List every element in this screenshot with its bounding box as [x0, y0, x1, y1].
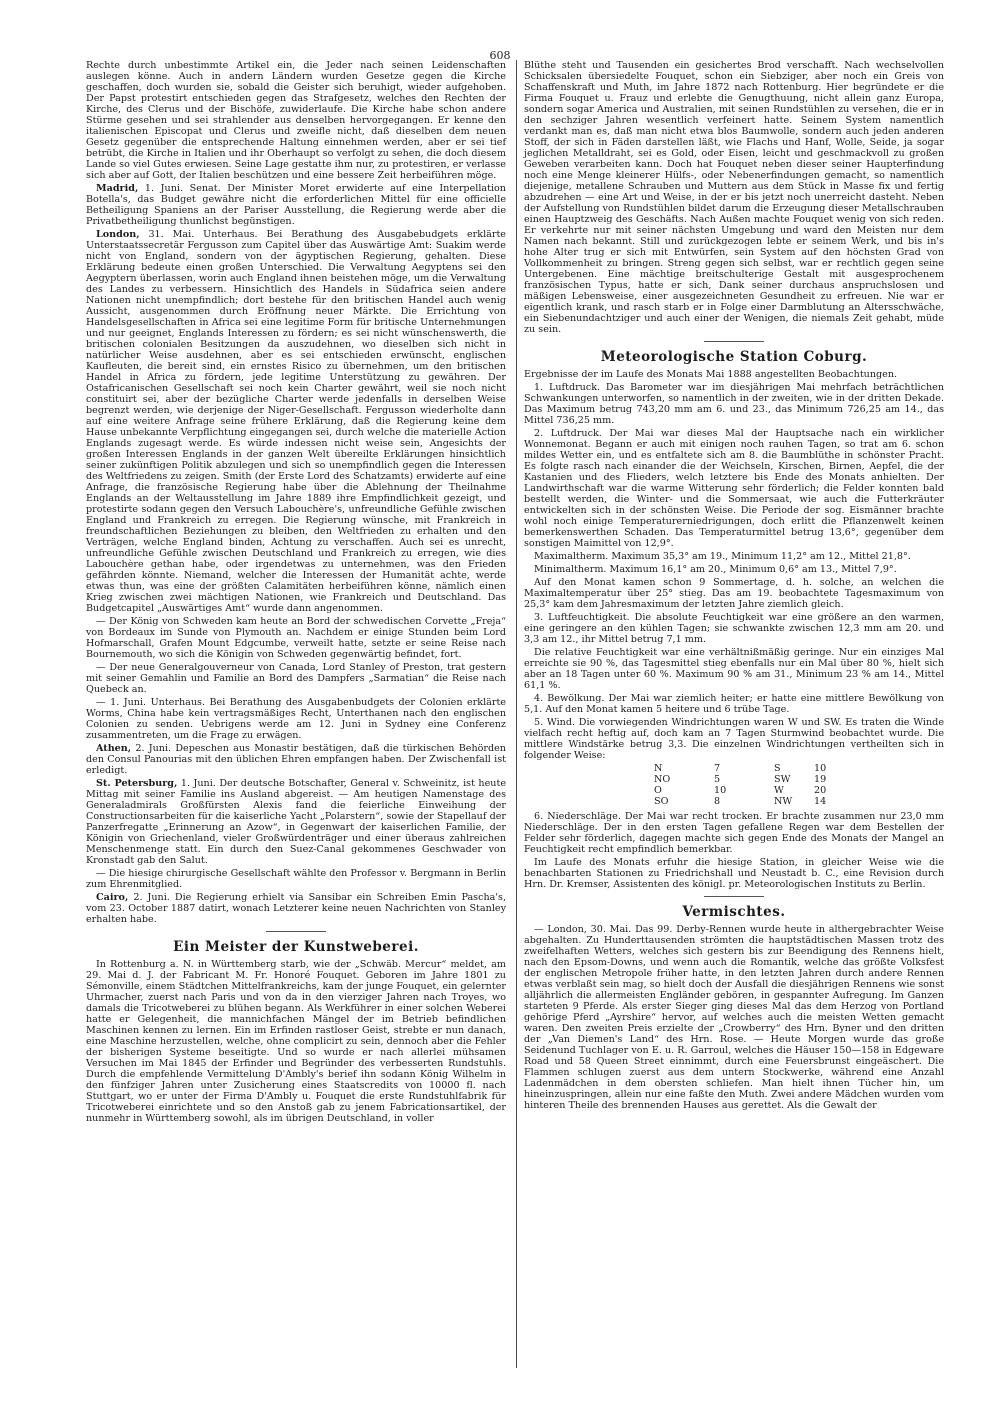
heading-meister-kunstweberei: Ein Meister der Kunstweberei. [173, 939, 419, 955]
met-sommertage: Auf den Monat kamen schon 9 Sommertage, d. h. solche, an welchen die Maximaltemperatur über 25° stieg. Das am 19. beobachtete Tagesmaximum von 25,3° kam dem Jahresmaximum der letzten Jahre ziemlich gleich. [524, 577, 944, 610]
wind-count: 7 [714, 763, 721, 774]
news-athen [86, 743, 506, 776]
news-canada: — Der neue Generalgouverneur von Canada, Lord Stanley of Preston, trat gestern mit seiner Gemahlin und Familie an Bord des Dampfers „Sarmatian“ die Reise nach Quebeck an. [86, 662, 506, 695]
news-stpetersburg [86, 778, 506, 866]
wind-dir: NW [774, 796, 793, 807]
wind-table [654, 763, 944, 807]
section-divider [704, 341, 764, 342]
right-column [524, 60, 944, 1113]
news-unterhaus: — 1. Juni. Unterhaus. Bei Berathung des Ausgabenbudgets der Colonien erklärte Worms, China habe kein vertragsmäßiges Recht, Unterthanen nach den englischen Colonien zu senden. Uebrigens werde am 12. Juni in Sydney eine Conferenz zusammentreten, um die Frage zu erwägen. [86, 697, 506, 741]
section-divider [704, 896, 764, 897]
news-london-body: 31. Mai. Unterhaus. Bei Berathung des Ausgabebudgets erklärte Unterstaatssecretär Fergusson zum Capitel über das Auswärtige Amt: Suakim werde nicht von England, sondern von der ägyptischen Regierung, gehalten. Diese Erklärung bedeute einen großen Unterschied. Die Verwaltung Aegyptens sei den Aegyptern überlassen, worin auch England ihnen beistehen möge, um die Verwaltung des Landes zu verbessern. Hinsichtlich des Handels in Südafrica seien andere Nationen nicht unempfindlich; dort bestehe für den britischen Handel auch wenig Aussicht, ausgenommen durch Eröffnung neuer Märkte. Die Errichtung von Handelsgesellschaften in Africa sei eine legitime Form für britische Unternehmungen und nur geeignet, Englands Interessen zu fördern; es sei nicht wünschenswerth, die britischen colonialen Besitzungen da auszudehnen, wo dieselben sich nicht in natürlicher Weise ausdehnen, aber es sei entschieden erwünscht, englischen Kaufleuten, die bereit sind, ein ernstes Risico zu übernehmen, um den britischen Handel in Africa zu fördern, jede legitime Unterstützung zu gewähren. Der Ostafricanischen Gesellschaft sei noch kein Charter gewährt, weil sie noch nicht constituirt sei, aber der bezügliche Charter werde jedenfalls in derselben Weise begrenzt werden, wie derjenige der Niger-Gesellschaft. Fergusson wiederholte dann auf eine weitere Anfrage seine frühere Erklärung, daß die Regierung keine dem Hause unbekannte Verpflichtung eingegangen sei, durch welche die materielle Action Englands zugesagt werde. Es würde indessen nicht weise sein, Angesichts der großen Interessen Englands in der ganzen Welt übereilte Erklärungen hinsichtlich seiner zukünftigen Politik abzulegen und sich so unempfindlich gegen die Interessen des Weltfriedens zu zeigen. Smith (der Erste Lord des Schatzamts) erwiderte auf eine Anfrage, die französische Regierung habe über die Ablehnung der Theilnahme Englands an der Weltausstellung im Jahre 1889 ihre Empfindlichkeit gezeigt, und protestirte sodann gegen den Versuch Labouchère's, unfreundliche Gefühle zwischen England und Frankreich zu erregen. Die Regierung wünsche, mit Frankreich in freundschaftlichen Beziehungen zu bleiben, den Weltfrieden zu erhalten und den Verträgen, welche England binden, Achtung zu verschaffen. Auch sei es unrecht, unfreundliche Gefühle zwischen Deutschland und Frankreich zu erregen, wie dies Labouchère gethan habe, oder irgendetwas zu unternehmen, was den Frieden gefährden könnte. Niemand, welcher die Interessen der Humanität achte, werde etwas thun, was eine der größten Calamitäten herbeiführen könne, nämlich einen Krieg zwischen zwei mächtigen Nationen, wie Frankreich und Deutschland. Das Budgetcapitel „Auswärtiges Amt“ wurde dann angenommen. [86, 229, 506, 614]
article-meister-kunstweberei: In Rottenburg a. N. in Württemberg starb, wie der „Schwäb. Mercur“ meldet, am 29. Mai d. J. der Fabricant M. Fr. Honoré Fouquet. Geboren im Jahre 1801 zu Sémonville, einem Städtchen Mittelfrankreichs, kam der junge Fouquet, ein gelernter Uhrmacher, zuerst nach Paris und von da in den vierziger Jahren nach Troyes, wo damals die Tricotweberei zu blühen begann. Als Werkführer in einer solchen Weberei hatte er Gelegenheit, die mannichfachen Mängel der im Betrieb befindlichen Maschinen kennen zu lernen. Ein im Erfinden rastloser Geist, strebte er nun danach, eine Maschine herzustellen, welche, ohne complicirt zu sein, dennoch aber die Fehler der bisherigen Systeme beseitigte. Und so wurde er nach allerlei mühsamen Versuchen im Mai 1845 der Erfinder und Begründer des verbesserten Rundstuhls. Durch die empfehlende Vermittelung D'Ambly's berief ihn sodann König Wilhelm in den fünfziger Jahren unter Zusicherung eines Staatscredits von 10000 fl. nach Stuttgart, wo er unter der Firma D'Ambly u. Fouquet die erste Rundstuhlfabrik für Tricotweberei einrichtete und so den Anstoß gab zu jenem Fabricationsartikel, der nunmehr in Württemberg sowohl, als im übrigen Deutschland, in voller [86, 959, 506, 1124]
met-luftfeuchtigkeit: 3. Luftfeuchtigkeit. Die absolute Feuchtigkeit war eine größere an den warmen, eine geringere an den kühlen Tagen; sie schwankte zwischen 12,3 mm am 20. und 3,3 am 12., ihr Mittel betrug 7,1 mm. [524, 612, 944, 645]
news-schweden: — Der König von Schweden kam heute an Bord der schwedischen Corvette „Freja“ von Bordeaux im Sunde von Plymouth an. Nachdem er einige Stunden beim Lord Hofmarschall, Grafen Mount Edgcumbe, verweilt hatte, setzte er seine Reise nach Bournemouth, wo sich die Königin von Schweden gegenwärtig befindet, fort. [86, 616, 506, 660]
wind-count: 5 [714, 774, 721, 785]
wind-dir: O [654, 785, 662, 796]
heading-meteorologische-station: Meteorologische Station Coburg. [600, 349, 868, 365]
met-relative-feuchtigkeit: Die relative Feuchtigkeit war eine verhältnißmäßig geringe. Nur ein einziges Mal erreichte sie 90 %, das Tagesmittel stieg ebenfalls nur ein Mal über 80 %, hielt sich aber an 18 Tagen unter 60 %. Maximum 90 % am 31., Minimum 23 % am 14., Mittel 61,1 %. [524, 647, 944, 691]
met-luftdruck: 1. Luftdruck. Das Barometer war im diesjährigen Mai mehrfach beträchtlichen Schwankungen unterworfen, so namentlich in der zweiten, wie in der dritten Dekade. Das Maximum betrug 743,20 mm am 6. und 23., das Minimum 726,25 am 14., das Mittel 736,25 mm. [524, 382, 944, 426]
wind-dir: N [654, 763, 663, 774]
wind-count: 10 [814, 763, 827, 774]
wind-count: 10 [714, 785, 727, 796]
page-number: 608 [489, 49, 511, 62]
dateline-stpetersburg: St. Petersburg, [96, 778, 178, 789]
met-minimaltherm: Minimaltherm. Maximum 16,1° am 20., Minimum 0,6° am 13., Mittel 7,9°. [534, 564, 897, 575]
met-revision: Im Laufe des Monats erfuhr die hiesige Station, in gleicher Weise wie die benachbarten Stationen zu Friedrichshall und Neustadt b. C., eine Revision durch Hrn. Dr. Kremser, Assistenten des königl. pr. Meteorologischen Instituts zu Berlin. [524, 857, 944, 890]
news-cairo [86, 892, 506, 925]
met-bewoelkung: 4. Bewölkung. Der Mai war ziemlich heiter; er hatte eine mittlere Bewölkung von 5,1. Auf den Monat kamen 5 heitere und 6 trübe Tage. [524, 693, 944, 715]
column-rule [516, 60, 517, 1368]
section-divider [266, 931, 326, 932]
news-athen-body: 2. Juni. Depeschen aus Monastir bestätigen, daß die türkischen Behörden den Consul Panourias mit den üblichen Ehren empfangen haben. Der Zwischenfall ist erledigt. [86, 743, 506, 776]
news-madrid [86, 183, 506, 227]
wind-count: 14 [814, 796, 827, 807]
met-wind: 5. Wind. Die vorwiegenden Windrichtungen waren W und SW. Es traten die Winde vielfach recht heftig auf, doch kam an 7 Tagen Sturmwind beobachtet wurde. Die mittlere Windstärke betrug 3,3. Die einzelnen Windrichtungen vertheilten sich in folgender Weise: [524, 717, 944, 761]
news-stpetersburg-body: 1. Juni. Der deutsche Botschafter, General v. Schweinitz, ist heute Mittag mit seiner Familie ins Ausland abgereist. — Am heutigen Namenstage des Generaladmirals Großfürsten Alexis fand die feierliche Einweihung der Constructionsarbeiten für die kaiserliche Yacht „Polarstern“, sowie der Stapellauf der Panzerfregatte „Erinnerung an Azow“, in Gegenwart der kaiserlichen Familie, der Königin von Griechenland, vieler Großwürdenträger und einer überaus zahlreichen Menschenmenge statt. Ein durch den Suez-Canal gekommenes Geschwader von Kronstadt gab den Salut. [86, 778, 506, 866]
article-rome-protest: Rechte durch unbestimmte Artikel ein, die Jeder nach seinen Leidenschaften auslegen könne. Auch in andern Ländern wurden Gesetze gegen die Kirche geschaffen, doch wurden sie, sobald die Geister sich beruhigt, wieder aufgehoben. Der Papst protestirt entschieden gegen das Strafgesetz, welches den Rechten der Kirche, des Clerus und der Bischöfe, zuwiderlaufe. Die Kirche habe schon andere Stürme gesehen und sei strahlender aus denselben hervorgegangen. Er kenne den italienischen Episcopat und Clerus und zweifle nicht, daß dieselben dem neuen Gesetz gegenüber die entsprechende Haltung einnehmen werden, aber er sei tief betrübt, die Kirche in Italien und ihr Oberhaupt so verfolgt zu sehen, die doch diesem Lande so viel Gutes erwiesen. Seine Lage gestatte ihm nur, zu protestiren, er verlasse sich aber auf Gott, der Italien beschützen und eine bessere Zeit herbeiführen möge. [86, 60, 506, 181]
wind-dir: SW [774, 774, 791, 785]
wind-count: 20 [814, 785, 827, 796]
met-intro: Ergebnisse der im Laufe des Monats Mai 1888 angestellten Beobachtungen. [524, 369, 898, 380]
news-madrid-body: 1. Juni. Senat. Der Minister Moret erwiderte auf eine Interpellation Botella's, das Budget gewähre nicht die erforderlichen Mittel für eine officielle Betheiligung Spaniens an der Pariser Ausstellung, die Regierung werde aber die Privatbetheiligung thunlichst begünstigen. [86, 183, 506, 227]
wind-dir: S [774, 763, 781, 774]
news-london [86, 229, 506, 614]
met-niederschlaege: 6. Niederschläge. Der Mai war recht trocken. Er brachte zusammen nur 23,0 mm Niederschläge. Der in den ersten Tagen gefallene Regen war dem Bestellen der Felder sehr förderlich, dagegen machte sich gegen Ende des Monats der Mangel an Feuchtigkeit recht empfindlich bemerkbar. [524, 811, 944, 855]
met-temperatur: 2. Luftdruck. Der Mai war dieses Mal der Hauptsache nach ein wirklicher Wonnemonat. Begann er auch mit einigen noch rauhen Tagen, so trat am 6. schon mildes Wetter ein, und es entfaltete sich am 8. die Baumblüthe in schönster Pracht. Es folgte rasch nach einander die der Weichseln, Kirschen, Birnen, Aepfel, die der Kastanien und des Flieders, welch letztere bis Ende des Monats anhielten. Der Landwirthschaft war die warme Witterung sehr förderlich; die Felder konnten bald bestellt werden, die Winter- und die Sommersaat, wie auch die Futterkräuter entwickelten sich in der schönsten Weise. Die Periode der sog. Eismänner brachte wohl noch einige Temperaturerniedrigungen, doch erlitt die Pflanzenwelt keinen bemerkenswerthen Schaden. Das Temperaturmittel betrug 13,6°, gegenüber dem sonstigen Maimittel von 12,9°. [524, 428, 944, 549]
wind-count: 8 [714, 796, 721, 807]
article-meister-continued: Blüthe steht und Tausenden ein gesichertes Brod verschafft. Nach wechselvollen Schicksalen übersiedelte Fouquet, schon ein Siebziger, aber noch ein Greis von Schaffenskraft und Muth, im Jahre 1872 nach Rottenburg. Hier begründete er die Firma Fouquet u. Frauz und erlebte die Genugthuung, nicht allein ganz Europa, sondern sogar America und Australien, mit seinen Rundstühlen zu versehen, die er in den sechziger Jahren wesentlich verfeinert hatte. Seinem System namentlich verdankt man es, daß man nicht etwa blos Baumwolle, sondern auch jeden anderen Stoff, der sich in Fäden darstellen läßt, wie Flachs und Hanf, Wolle, Seide, ja sogar jeglichen Metalldraht, sei es Gold, oder Eisen, leicht und geschmackvoll zu großen Geweben verarbeiten kann. Doch hat Fouquet neben dieser seiner Haupterfindung noch eine Menge kleinerer Hülfs-, oder Nebenerfindungen gemacht, so namentlich diejenige, metallene Schrauben und Muttern aus dem Stück in Masse fix und fertig abzudrehen — eine Art und Weise, in der er bis jetzt noch unerreicht dasteht. Neben der Aufstellung von Rundstühlen bildet darum die Erzeugung dieser Metallschrauben einen Hauptzweig des Geschäfts. Nach Außen machte Fouquet wenig von sich reden. Er verkehrte nur mit seiner nächsten Umgebung und ward den Meisten nur dem Namen nach bekannt. Still und zurückgezogen lebte er seinem Werk, und bis in's hohe Alter trug er sich mit Entwürfen, sein System auf den höchsten Grad von Vollkommenheit zu bringen. Streng gegen sich selbst, war er rechtlich gegen seine Untergebenen. Eine mächtige breitschulterige Gestalt mit ausgesprochenem französischen Typus, hatte er sich, Dank seiner durchaus anspruchslosen und mäßigen Lebensweise, einer ausgezeichneten Gesundheit zu erfreuen. Nie war er eigentlich krank, und rasch starb er in Folge einer Darmblutung an Altersschwäche, ein Siebenundachtziger und auch einer der Wenigen, die niemals Zeit gehabt, müde zu sein. [524, 60, 944, 335]
dateline-madrid: Madrid, [96, 183, 139, 194]
heading-vermischtes: Vermischtes. [682, 904, 786, 920]
met-maximaltherm: Maximaltherm. Maximum 35,3° am 19., Minimum 11,2° am 12., Mittel 21,8°. [534, 551, 911, 562]
wind-dir: SO [654, 796, 669, 807]
dateline-athen: Athen, [96, 743, 132, 754]
article-derby: — London, 30. Mai. Das 99. Derby-Rennen wurde heute in althergebrachter Weise abgehalten. Zu Hunderttausenden strömten die hauptstädtischen Massen trotz des zweifelhaften Wetters, welches sich gestern bis zur Beendigung des Rennens hielt, nach den Epsom-Downs, und wenn auch die Romantik, welche das größte Volksfest der englischen Metropole früher hatte, in den letzten Jahren durch andere Rennen etwas verblaßt sein mag, so hielt doch der Ausfall die diesjährigen Rennens wie sonst alljährlich die allermeisten Engländer gebören, in gespannter Aufregung. Im Ganzen starteten 9 Pferde. Als erster Sieger ging dieses Mal das dem Herzog von Portland gehörige Pferd „Ayrshire“ hervor, auf welches auch die meisten Wetten gemacht waren. Den zweiten Preis erzielte der „Crowberry“ des Hrn. Byner und den dritten der „Van Diemen's Land“ des Hrn. Rose. — Heute Morgen wurde das große Seidenund Tuchlager von E. u. R. Garroul, welches die Häuser 150—158 in Edgeware Road und 58 Queen Street einnimmt, durch eine Feuersbrunst eingeäschert. Die Flammen schlugen zuerst aus dem untern Stockwerke, während eine Anzahl Ladenmädchen in dem obersten schliefen. Man hielt ihnen Tücher hin, um hineinzuspringen, allein nur eine faßte den Muth. Zwei andere Mädchen wurden vom hinteren Theile des brennenden Hauses aus gerettet. Als die Gewalt der [524, 924, 944, 1111]
wind-dir: NO [654, 774, 671, 785]
dateline-cairo: Cairo, [96, 892, 129, 903]
news-bergmann: — Die hiesige chirurgische Gesellschaft wählte den Professor v. Bergmann in Berlin zum Ehrenmitglied. [86, 868, 506, 890]
news-cairo-body: 2. Juni. Die Regierung erhielt via Sansibar ein Schreiben Emin Pascha's, vom 23. October 1887 datirt, wonach Letzterer keine neuen Nachrichten von Stanley erhalten habe. [86, 892, 506, 925]
left-column [86, 60, 506, 1126]
wind-count: 19 [814, 774, 827, 785]
dateline-london: London, [96, 229, 140, 240]
wind-dir: W [774, 785, 784, 796]
